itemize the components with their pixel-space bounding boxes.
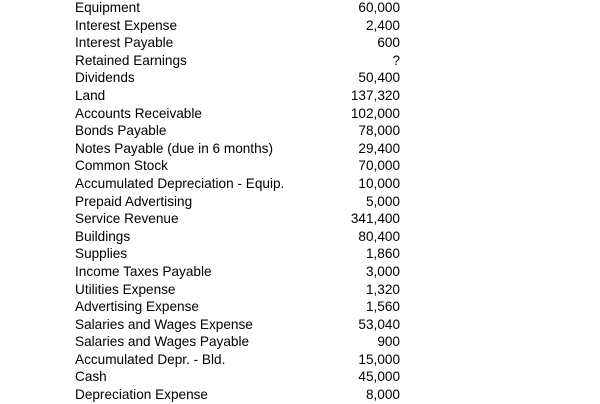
account-name: Notes Payable (due in 6 months) [75,140,273,156]
account-amount: 70,000 [358,158,400,174]
account-name: Salaries and Wages Expense [75,316,253,332]
account-name: Equipment [75,0,140,15]
account-name: Salaries and Wages Payable [75,334,250,350]
account-row-depreciation-expense [75,386,405,404]
account-row-accumulated-depreciation-equipment [75,175,405,193]
account-amount: 15,000 [358,351,400,367]
account-row-land [75,87,405,105]
account-row-retained-earnings [75,52,405,70]
account-name: Interest Expense [75,17,178,33]
account-row-income-taxes-payable [75,263,405,281]
account-name: Accumulated Depreciation - Equip. [75,175,285,191]
account-amount: 102,000 [350,105,400,121]
account-amount: 78,000 [358,123,400,139]
account-amount: 60,000 [358,0,400,15]
account-name: Utilities Expense [75,281,176,297]
account-row-notes-payable [75,140,405,158]
account-row-dividends [75,69,405,87]
account-amount: 341,400 [350,211,400,227]
account-name: Dividends [75,70,135,86]
account-amount: 1,860 [365,246,400,262]
account-name: Income Taxes Payable [75,263,212,279]
account-row-interest-payable [75,34,405,52]
account-balance-list [75,0,405,404]
account-amount: 3,000 [365,263,400,279]
account-amount: 1,560 [365,299,400,315]
account-amount: 600 [377,35,400,51]
account-name: Cash [75,369,107,385]
account-amount: 29,400 [358,140,400,156]
account-row-service-revenue [75,210,405,228]
account-row-supplies [75,245,405,263]
account-amount: 80,400 [358,228,400,244]
account-name: Bonds Payable [75,123,167,139]
account-amount: 137,320 [350,87,400,103]
account-name: Land [75,87,106,103]
account-row-accumulated-depreciation-building [75,351,405,369]
account-name: Depreciation Expense [75,387,208,403]
account-name: Retained Earnings [75,52,187,68]
account-name: Prepaid Advertising [75,193,193,209]
account-row-salaries-wages-expense [75,316,405,334]
account-row-common-stock [75,157,405,175]
account-amount: 1,320 [365,281,400,297]
account-name: Common Stock [75,158,168,174]
account-amount: ? [392,52,400,68]
account-amount: 53,040 [358,316,400,332]
account-row-cash [75,368,405,386]
account-row-bonds-payable [75,122,405,140]
account-name: Buildings [75,228,131,244]
account-row-utilities-expense [75,281,405,299]
account-amount: 5,000 [365,193,400,209]
account-row-interest-expense [75,17,405,35]
account-row-salaries-wages-payable [75,333,405,351]
account-row-accounts-receivable [75,105,405,123]
account-amount: 900 [377,334,400,350]
account-row-advertising-expense [75,298,405,316]
account-row-buildings [75,228,405,246]
account-name: Accumulated Depr. - Bld. [75,351,226,367]
account-name: Advertising Expense [75,299,199,315]
account-amount: 8,000 [365,387,400,403]
account-amount: 2,400 [365,17,400,33]
account-name: Accounts Receivable [75,105,202,121]
account-amount: 10,000 [358,175,400,191]
account-amount: 50,400 [358,70,400,86]
account-amount: 45,000 [358,369,400,385]
account-row-equipment [75,0,405,17]
account-name: Supplies [75,246,128,262]
account-name: Interest Payable [75,35,174,51]
account-row-prepaid-advertising [75,193,405,211]
account-name: Service Revenue [75,211,179,227]
